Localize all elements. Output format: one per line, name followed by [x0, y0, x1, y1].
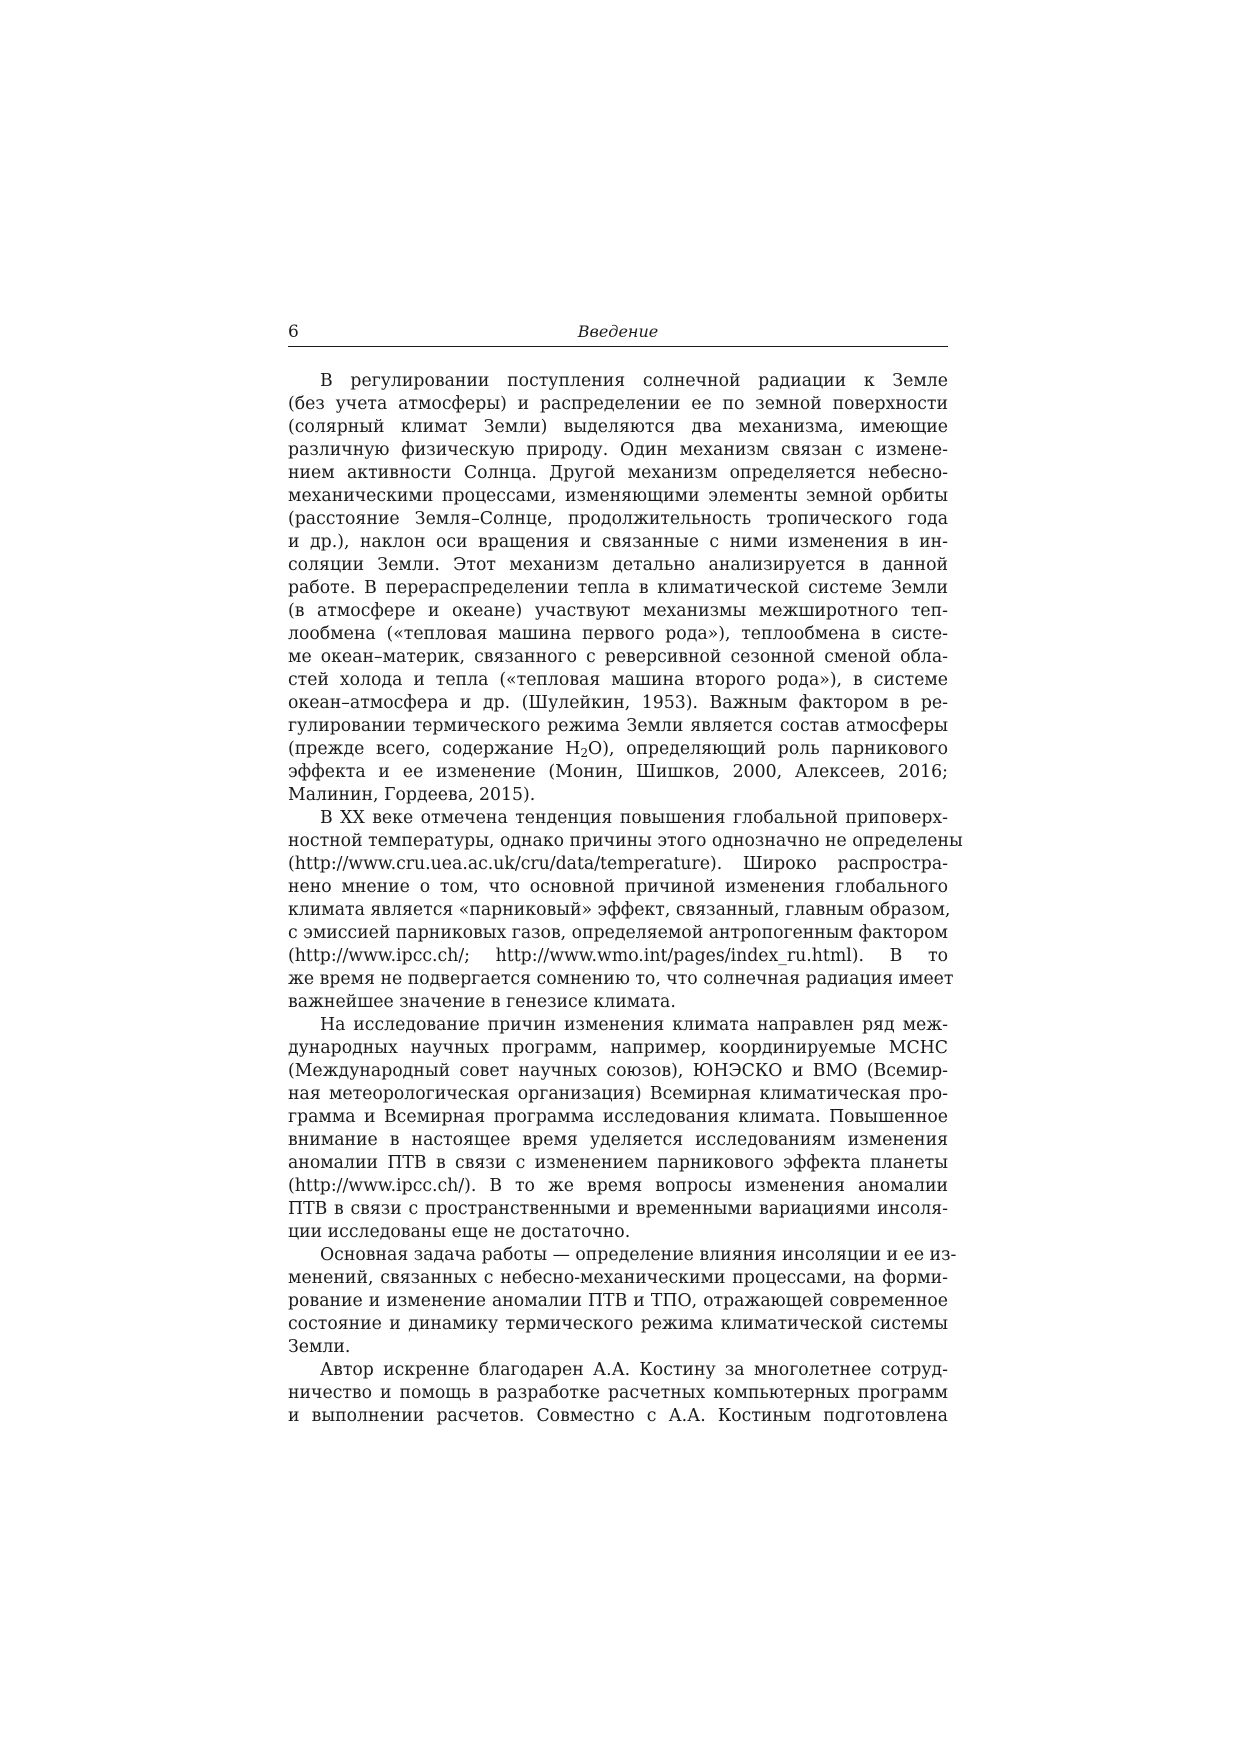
text-line: ПТВ в связи с пространственными и временными вариациями инсоля-: [288, 1199, 948, 1219]
text-line: эффекта и ее изменение (Монин, Шишков, 2000, Алексеев, 2016;: [288, 762, 948, 782]
text-line: Автор искренне благодарен А.А. Костину за многолетнее сотруд-: [320, 1360, 948, 1380]
running-header: [288, 320, 948, 347]
text-line: аномалии ПТВ в связи с изменением парникового эффекта планеты: [288, 1153, 948, 1173]
text-line: ме океан–материк, связанного с реверсивной сезонной сменой обла-: [288, 647, 948, 667]
text-line: работе. В перераспределении тепла в климатической системе Земли: [288, 578, 948, 598]
text-line: механическими процессами, изменяющими элементы земной орбиты: [288, 486, 948, 506]
text-line: климата является «парниковый» эффект, связанный, главным образом,: [288, 900, 951, 920]
text-line: внимание в настоящее время уделяется исследованиям изменения: [288, 1130, 948, 1150]
running-title: Введение: [577, 322, 659, 341]
page-number: 6: [288, 322, 299, 342]
text-line: (солярный климат Земли) выделяются два механизма, имеющие: [288, 417, 948, 437]
paragraph: [288, 370, 948, 807]
text-line: Основная задача работы — определение влияния инсоляции и ее из-: [320, 1245, 957, 1265]
text-line: лообмена («тепловая машина первого рода»), теплообмена в систе-: [288, 624, 948, 644]
text-line: состояние и динамику термического режима климатической системы: [288, 1314, 948, 1334]
text-line: же время не подвергается сомнению то, что солнечная радиация имеет: [288, 969, 954, 989]
text-line: В XX веке отмечена тенденция повышения глобальной приповерх-: [320, 808, 948, 828]
text-line: менений, связанных с небесно-механическими процессами, на форми-: [288, 1268, 948, 1288]
text-line: В регулировании поступления солнечной радиации к Земле: [320, 371, 948, 391]
text-line: нием активности Солнца. Другой механизм определяется небесно-: [288, 463, 948, 483]
text-line: Земли.: [288, 1337, 351, 1357]
text-line: рование и изменение аномалии ПТВ и ТПО, отражающей современное: [288, 1291, 948, 1311]
paragraph: [288, 1359, 948, 1428]
text-line: (в атмосфере и океане) участвуют механизмы межширотного теп-: [288, 601, 948, 621]
text-line: (http://www.cru.uea.ac.uk/cru/data/temperature). Широко распростра-: [288, 854, 948, 874]
body-text: [288, 370, 963, 1428]
text-line: (http://www.ipcc.ch/; http://www.wmo.int/pages/index_ru.html). В то: [288, 946, 948, 966]
text-line: с эмиссией парниковых газов, определяемой антропогенным фактором: [288, 923, 948, 943]
text-line: гулировании термического режима Земли является состав атмосферы: [288, 716, 948, 736]
text-line: различную физическую природу. Один механизм связан с измене-: [288, 440, 948, 460]
text-line: [288, 738, 948, 761]
text-line: грамма и Всемирная программа исследования климата. Повышенное: [288, 1107, 948, 1127]
text-line: ничество и помощь в разработке расчетных компьютерных программ: [288, 1383, 948, 1403]
text-line: ции исследованы еще не достаточно.: [288, 1222, 631, 1242]
text-line: и др.), наклон оси вращения и связанные с ними изменения в ин-: [288, 532, 948, 552]
text-line: (без учета атмосферы) и распределении ее по земной поверхности: [288, 394, 948, 414]
text-line: дународных научных программ, например, координируемые МСНС: [288, 1038, 948, 1058]
text-line: ная метеорологическая организация) Всемирная климатическая про-: [288, 1084, 948, 1104]
text-run: O), определяющий роль парникового: [588, 739, 948, 759]
text-line: На исследование причин изменения климата направлен ряд меж-: [320, 1015, 948, 1035]
text-line: и выполнении расчетов. Совместно с А.А. Костиным подготовлена: [288, 1406, 948, 1426]
paragraph: [288, 1014, 948, 1244]
text-run: (прежде всего, содержание H: [288, 739, 581, 759]
text-line: нено мнение о том, что основной причиной изменения глобального: [288, 877, 948, 897]
text-line: (Международный совет научных союзов), ЮНЭСКО и ВМО (Всемир-: [288, 1061, 948, 1081]
paragraph: [288, 807, 963, 1014]
text-line: Малинин, Гордеева, 2015).: [288, 785, 536, 805]
paragraph: [288, 1244, 957, 1359]
text-line: важнейшее значение в генезисе климата.: [288, 992, 676, 1012]
text-line: (расстояние Земля–Солнце, продолжительность тропического года: [288, 509, 948, 529]
text-line: соляции Земли. Этот механизм детально анализируется в данной: [288, 555, 948, 575]
text-line: (http://www.ipcc.ch/). В то же время вопросы изменения аномалии: [288, 1176, 948, 1196]
text-line: стей холода и тепла («тепловая машина второго рода»), в системе: [288, 670, 948, 690]
text-line: ностной температуры, однако причины этого однозначно не определены: [288, 831, 963, 851]
subscript: 2: [580, 746, 589, 761]
text-line: океан–атмосфера и др. (Шулейкин, 1953). Важным фактором в ре-: [288, 693, 948, 713]
